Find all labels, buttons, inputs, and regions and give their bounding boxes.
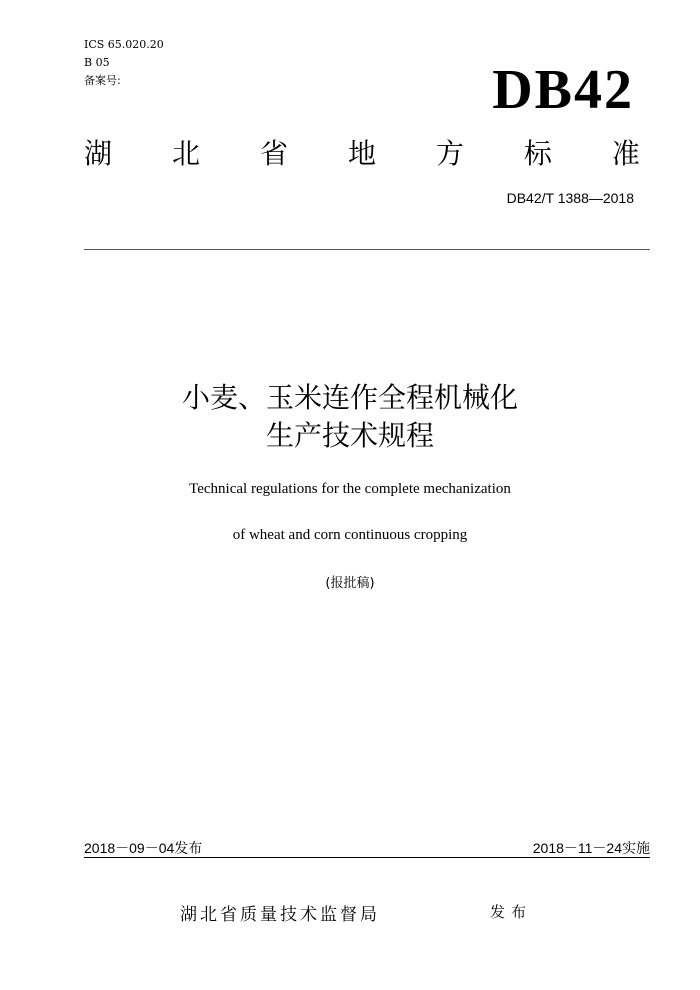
issue-label: 发布	[490, 903, 533, 921]
footer-divider	[84, 857, 650, 858]
standard-type-char: 地	[347, 137, 376, 170]
implement-date: 2018－11－24实施	[532, 840, 650, 856]
standard-type-char: 湖	[84, 137, 113, 170]
header-divider	[84, 249, 650, 250]
standard-type-char: 准	[611, 137, 640, 170]
record-number-label: 备案号:	[84, 74, 121, 87]
standard-type-char: 省	[259, 137, 288, 170]
draft-note: (报批稿)	[325, 576, 375, 591]
issuing-authority: 湖北省质量技术监督局	[180, 905, 380, 925]
standard-type-char: 标	[523, 137, 552, 170]
title-en-line2: of wheat and corn continuous cropping	[232, 527, 468, 543]
standard-number: DB42/T 1388—2018	[506, 190, 634, 206]
standard-type-char: 北	[171, 137, 200, 170]
classification-code: B 05	[84, 56, 110, 69]
title-zh-line2: 生产技术规程	[265, 419, 434, 452]
title-en-line1: Technical regulations for the complete mechanization	[189, 481, 511, 497]
title-zh-line1: 小麦、玉米连作全程机械化	[181, 381, 518, 414]
standard-type-heading	[84, 136, 640, 172]
standard-logo: DB42	[492, 59, 634, 121]
publish-date: 2018－09－04发布	[84, 840, 203, 856]
ics-code: ICS 65.020.20	[84, 38, 164, 51]
standard-type-char: 方	[435, 137, 464, 170]
